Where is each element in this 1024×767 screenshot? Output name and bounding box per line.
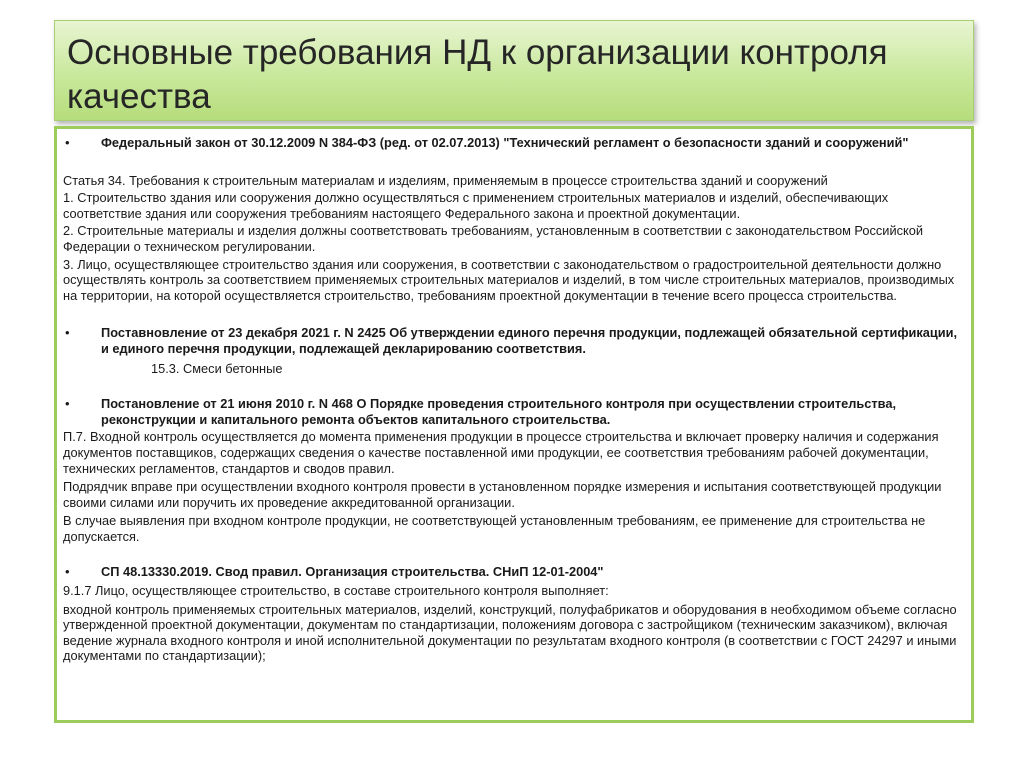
resolution-paragraph-3: В случае выявления при входном контроле продукции, не соответствующей установленным требованиям, ее применение для строительства не допускается.	[63, 513, 926, 544]
article-paragraph-1: 1. Строительство здания или сооружения должно осуществляться с применением строительных материалов и изделий, обеспечивающих соответствие здания или сооружения требованиям настоящего Федерального закона и проектной документации.	[63, 190, 889, 221]
content-body	[63, 133, 963, 716]
sp-paragraph-1: 9.1.7 Лицо, осуществляющее строительство, в составе строительного контроля выполняет:	[63, 583, 609, 599]
resolution-paragraph-2: Подрядчик вправе при осуществлении входного контроля провести в установленном порядке измерения и испытания соответствующей продукции своими силами или поручить их проведение аккредитованной организации.	[63, 479, 942, 510]
list-item: 15.3. Смеси бетонные	[151, 360, 283, 376]
section-heading: Постановление от 21 июня 2010 г. N 468 О Порядке проведения строительного контроля при осуществлении строительства, реконструкции и капитального ремонта объектов капитального строительства.	[101, 396, 897, 427]
section-heading: Федеральный закон от 30.12.2009 N 384-ФЗ (ред. от 02.07.2013) "Технический регламент о безопасности зданий и сооружений"	[101, 135, 909, 150]
article-title: Статья 34. Требования к строительным материалам и изделиям, применяемым в процессе строительства зданий и сооружений	[63, 172, 828, 188]
bullet-icon: •	[65, 135, 70, 150]
bullet-icon: •	[65, 564, 70, 580]
bullet-icon: •	[65, 396, 70, 412]
bullet-icon: •	[65, 325, 70, 341]
resolution-paragraph-1: П.7. Входной контроль осуществляется до момента применения продукции в процессе строительства и включает проверку наличия и содержания документов поставщиков, содержащих сведения о качестве поставленной ими продукции, ее соответствия требованиям рабочей документации, технических регламентов, стандартов и сводов правил.	[63, 429, 939, 476]
slide-title: Основные требования НД к организации контроля качества	[67, 33, 888, 116]
section-heading: СП 48.13330.2019. Свод правил. Организация строительства. СНиП 12-01-2004"	[101, 564, 604, 580]
content-box	[54, 126, 974, 723]
slide-title-box	[54, 20, 974, 121]
section-resolution-468	[63, 396, 963, 427]
article-paragraph-3: 3. Лицо, осуществляющее строительство здания или сооружения, в соответствии с законодательством о градостроительной деятельности должно осуществлять контроль за соответствием применяемых строительных материалов и изделий, в том числе строительных материалов, производимых на территории, на которой осуществляется строительство, требованиям проектной документации в течение всего процесса строительства.	[63, 256, 955, 303]
section-resolution-2425	[63, 325, 963, 356]
section-sp-48	[63, 564, 963, 580]
section-federal-law	[63, 135, 963, 151]
article-paragraph-2: 2. Строительные материалы и изделия должны соответствовать требованиям, установленным в соответствии с законодательством Российской Федерации о техническом регулировании.	[63, 223, 924, 254]
section-heading: Поставновление от 23 декабря 2021 г. N 2425 Об утверждении единого перечня продукции, подлежащей обязательной сертификации, и единого перечня продукции, подлежащей декларированию соответствия.	[101, 325, 958, 356]
sp-paragraph-2: входной контроль применяемых строительных материалов, изделий, конструкций, полуфабрикатов и оборудования в необходимом объеме согласно утвержденной проектной документации, документам по стандартизации, положениям договора с застройщиком (техническим заказчиком), включая ведение журнала входного контроля и иной исполнительной документации по результатам входного контроля (в соответствии с ГОСТ 24297 и иными документами по стандартизации);	[63, 601, 957, 664]
